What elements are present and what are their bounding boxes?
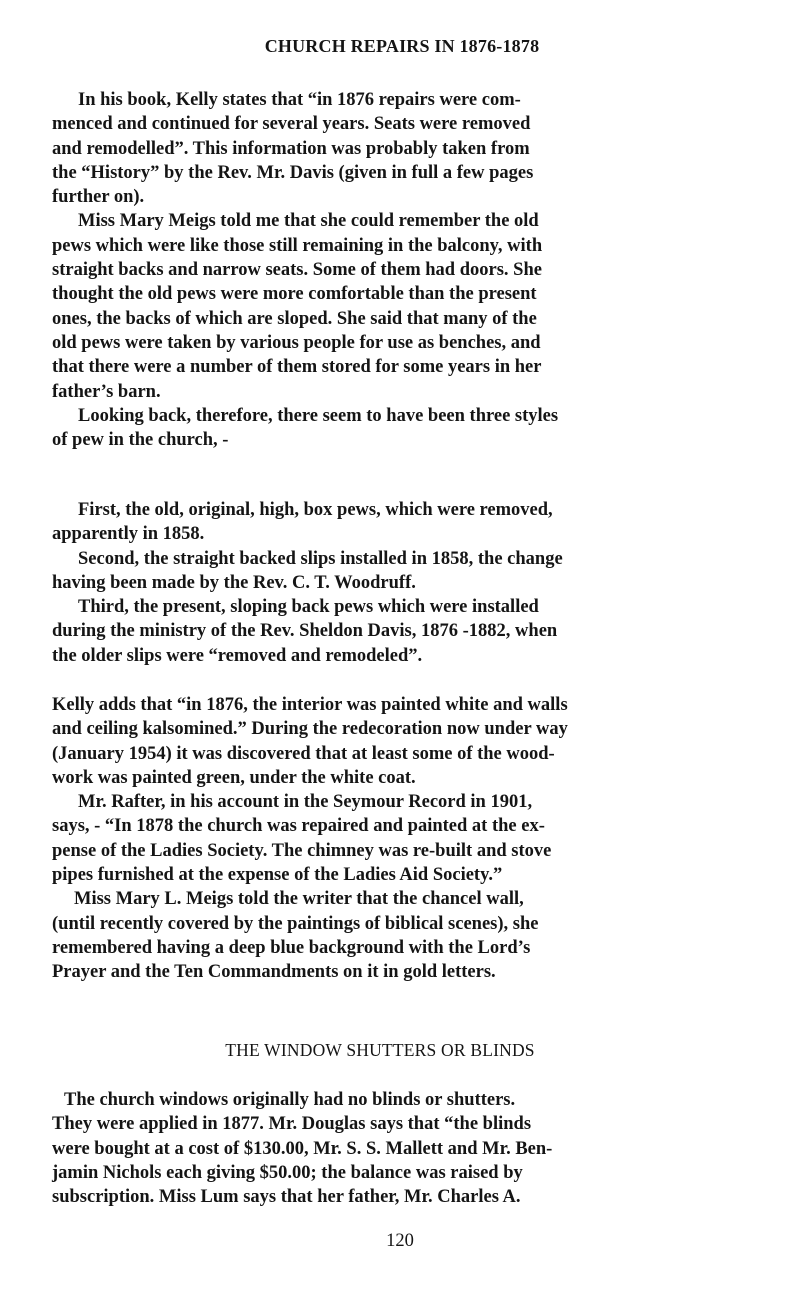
paragraph-block-kelly-pews: [52, 88, 758, 452]
paragraph-block-pew-styles: [52, 498, 758, 668]
text-line: Third, the present, sloping back pews which were installed: [78, 597, 539, 618]
text-line: They were applied in 1877. Mr. Douglas says that “the blinds: [52, 1114, 532, 1135]
text-line: Miss Mary L. Meigs told the writer that the chancel wall,: [74, 889, 524, 910]
text-line: the “History” by the Rev. Mr. Davis (given in full a few pages: [52, 162, 534, 183]
text-line: In his book, Kelly states that “in 1876 repairs were com-: [78, 90, 521, 110]
text-line: and remodelled”. This information was probably taken from: [52, 138, 530, 159]
text-line: pews which were like those still remaining in the balcony, with: [52, 235, 543, 256]
text-line: of pew in the church, -: [52, 430, 229, 451]
page-number: 120: [386, 1231, 414, 1251]
text-line: First, the old, original, high, box pews, which were removed,: [78, 500, 553, 520]
text-line: says, - “In 1878 the church was repaired and painted at the ex-: [52, 816, 545, 837]
text-line: Mr. Rafter, in his account in the Seymour Record in 1901,: [78, 792, 533, 813]
text-line: jamin Nichols each giving $50.00; the balance was raised by: [52, 1162, 523, 1183]
text-line: and ceiling kalsomined.” During the redecoration now under way: [52, 719, 568, 740]
text-line: Looking back, therefore, there seem to have been three styles: [78, 405, 559, 426]
text-line: having been made by the Rev. C. T. Woodruff.: [52, 572, 416, 593]
text-line: (until recently covered by the paintings of biblical scenes), she: [52, 913, 539, 934]
text-line: old pews were taken by various people for use as benches, and: [52, 332, 541, 353]
text-line: the older slips were “removed and remodeled”.: [52, 645, 423, 666]
text-line: father’s barn.: [52, 381, 161, 402]
text-line: The church windows originally had no blinds or shutters.: [64, 1090, 516, 1110]
text-line: remembered having a deep blue background with the Lord’s: [52, 937, 531, 958]
text-line: subscription. Miss Lum says that her father, Mr. Charles A.: [52, 1187, 521, 1208]
text-line: thought the old pews were more comfortable than the present: [52, 284, 537, 305]
paragraph-block-interior-painting: [52, 693, 758, 985]
section-heading-window-shutters: THE WINDOW SHUTTERS OR BLINDS: [225, 1040, 535, 1060]
text-line: (January 1954) it was discovered that at least some of the wood-: [52, 743, 555, 764]
text-line: pipes furnished at the expense of the Ladies Aid Society.”: [52, 865, 503, 886]
text-line: further on).: [52, 187, 145, 208]
section-heading-church-repairs: CHURCH REPAIRS IN 1876-1878: [264, 36, 540, 56]
text-line: that there were a number of them stored for some years in her: [52, 357, 542, 378]
text-line: Kelly adds that “in 1876, the interior was painted white and walls: [52, 695, 568, 715]
text-line: menced and continued for several years. Seats were removed: [52, 114, 531, 135]
text-line: Prayer and the Ten Commandments on it in gold letters.: [52, 962, 496, 983]
text-line: Miss Mary Meigs told me that she could remember the old: [78, 211, 539, 232]
text-line: pense of the Ladies Society. The chimney was re-built and stove: [52, 840, 552, 861]
text-line: during the ministry of the Rev. Sheldon Davis, 1876 -1882, when: [52, 621, 558, 642]
text-line: ones, the backs of which are sloped. She said that many of the: [52, 308, 537, 329]
text-line: Second, the straight backed slips installed in 1858, the change: [78, 548, 563, 569]
text-line: were bought at a cost of $130.00, Mr. S. S. Mallett and Mr. Ben-: [52, 1138, 553, 1159]
text-line: apparently in 1858.: [52, 524, 205, 545]
text-line: straight backs and narrow seats. Some of them had doors. She: [52, 260, 542, 281]
text-line: work was painted green, under the white coat.: [52, 767, 416, 788]
paragraph-block-blinds: [52, 1088, 754, 1209]
